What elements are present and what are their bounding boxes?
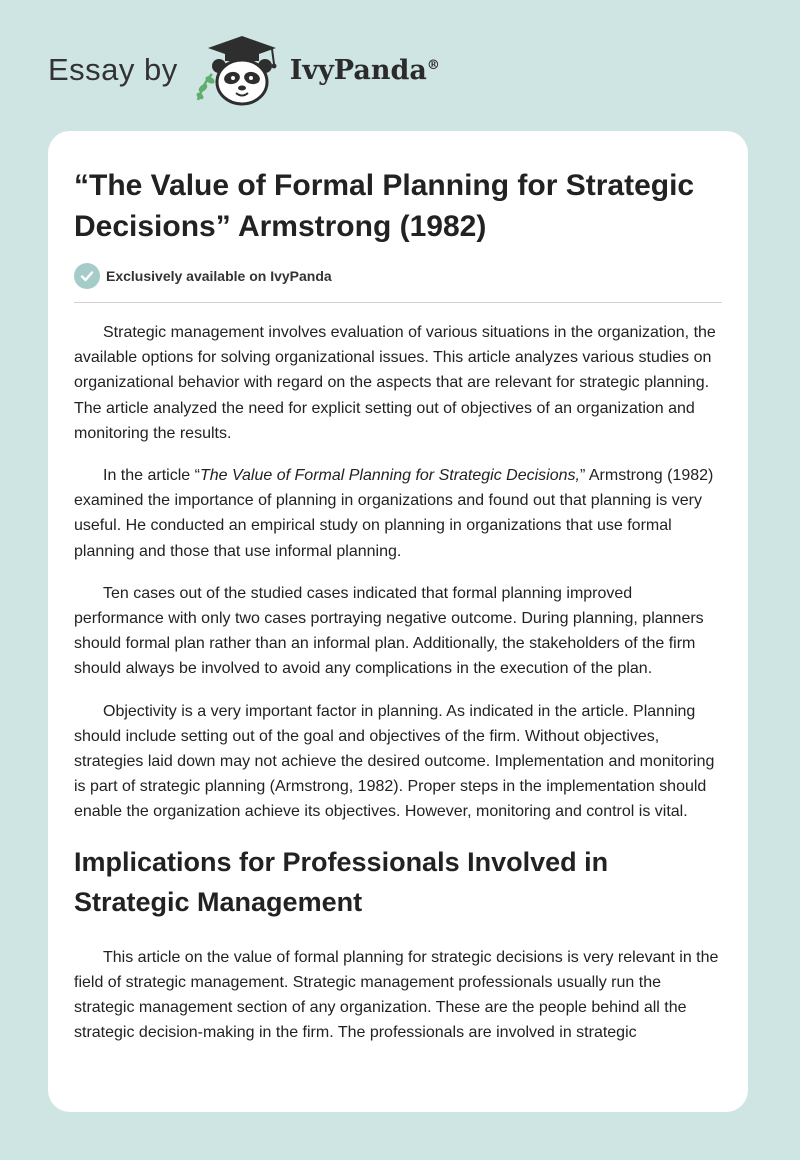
brand-prefix: Essay by: [48, 52, 178, 87]
exclusive-badge: [74, 262, 722, 290]
article-body: [74, 303, 722, 1045]
paragraph-armstrong: In the article “The Value of Formal Planning for Strategic Decisions,” Armstrong (1982) examined the importance of planning in organizations and found out that planning is very useful. He conducted an empirical study on planning in organizations that use formal planning and those that use informal planning.: [74, 467, 714, 560]
paragraph-cases: Ten cases out of the studied cases indicated that formal planning improved performance with only two cases portraying negative outcome. During planning, planners should formal plan rather than an informal plan. Additionally, the stakeholders of the firm should always be involved to avoid any complications in the execution of the plan.: [74, 584, 704, 678]
brand-header: [48, 30, 440, 110]
brand-name[interactable]: IvyPanda®: [289, 54, 440, 86]
check-icon: [74, 263, 100, 289]
panda-logo-icon[interactable]: [192, 30, 284, 110]
section-heading: Implications for Professionals Involved in Strategic Management: [74, 846, 609, 917]
registered-mark: ®: [426, 57, 440, 73]
article-citation-title: The Value of Formal Planning for Strategic Decisions,: [199, 467, 580, 485]
paragraph-intro: Strategic management involves evaluation of various situations in the organization, the available options for solving organizational issues. This article analyzes various studies on organizational behavior with regard on the aspects that are relevant for strategic planning. The article analyzed the need for explicit setting out of objectives of an organization and monitoring the results.: [74, 324, 716, 442]
exclusive-label: Exclusively available on IvyPanda: [106, 268, 332, 284]
article-card: [48, 131, 748, 1112]
paragraph-implications: This article on the value of formal planning for strategic decisions is very relevant in the field of strategic management. Strategic management professionals usually run the strategic management section of any organization. These are the people behind all the strategic decision-making in the firm. The professionals are involved in strategic: [74, 948, 719, 1042]
paragraph-objectivity: Objectivity is a very important factor in planning. As indicated in the article. Planning should include setting out of the goal and objectives of the firm. Without objectives, strategies laid down may not achieve the desired outcome. Implementation and monitoring is part of strategic planning (Armstrong, 1982). Proper steps in the implementation should enable the organization achieve its objectives. However, monitoring and control is vital.: [74, 702, 715, 821]
article-title: “The Value of Formal Planning for Strategic Decisions” Armstrong (1982): [74, 169, 695, 243]
